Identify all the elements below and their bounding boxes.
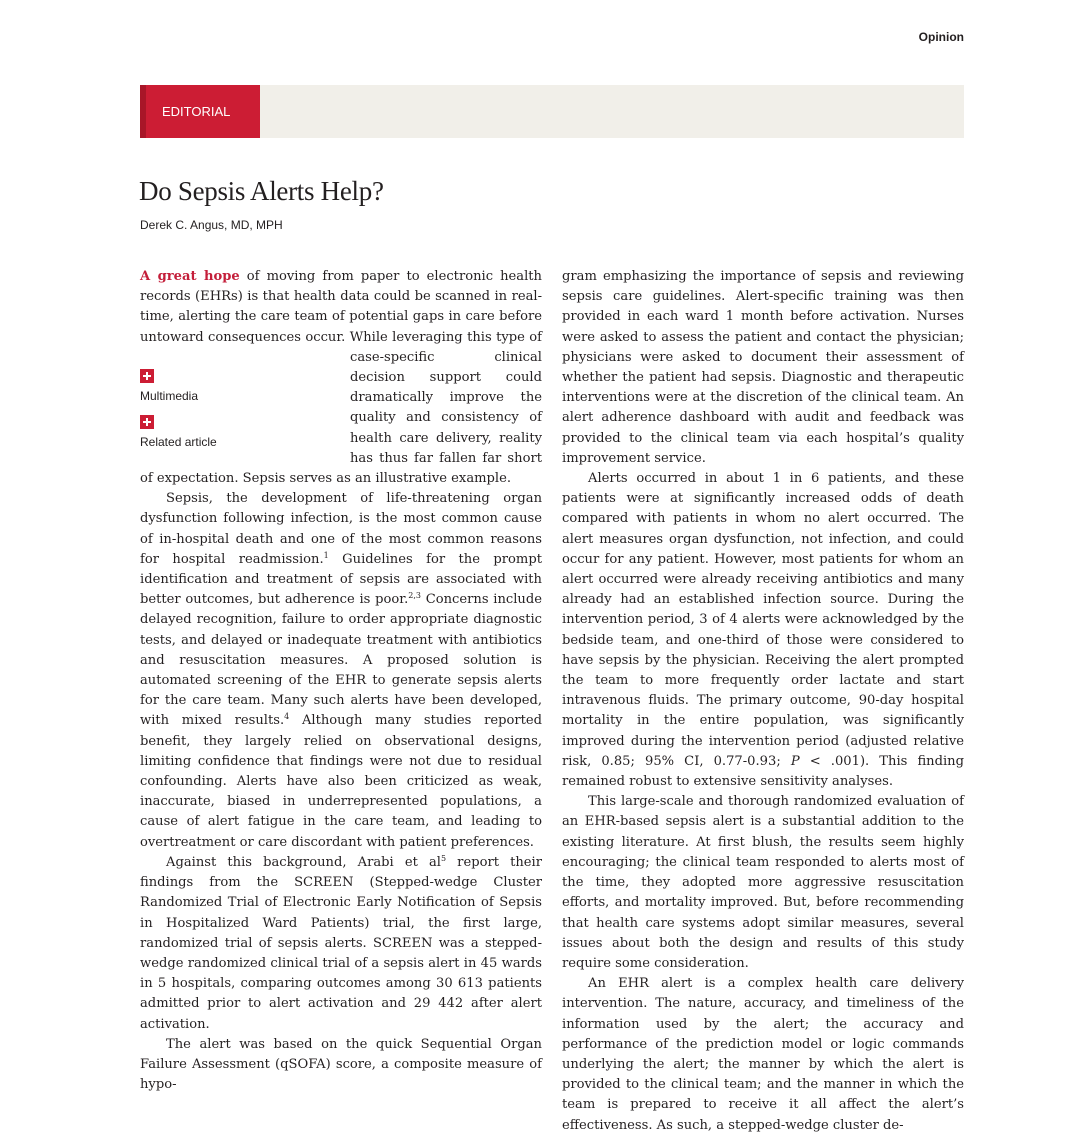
paragraph-5: Alerts occurred in about 1 in 6 patients, and these patients were at significantly increased odds of death compared with patients in whom no alert occurred. The alert measures organ dysfunction, not infection, and could occur for any patient. However, most patients for whom an alert occurred were already receiving antibiotics and many already had an established infection source. During the intervention period, 3 of 4 alerts were acknowledged by the bedside team, and one-third of those were considered to have sepsis by the physician. Receiving the alert prompted the team to more frequently order lactate and start intravenous fluids. The primary outcome, 90-day hospital mortality in the entire population, was significantly improved during the intervention period (adjusted relative risk, 0.85; 95% CI, 0.77-0.93; P < .001). This finding remained robust to extensive sensitivity analyses. [562, 471, 964, 790]
article-title: Do Sepsis Alerts Help? [139, 176, 384, 206]
plus-icon [140, 369, 154, 383]
p1-part-b: case-specific clinical decision support could dramatically improve the quality and consistency of health care delivery, reality has thus far fallen far short of expectation. Sepsis serves as an illustrative example. [140, 349, 542, 487]
related-article-link[interactable] [140, 415, 340, 449]
plus-icon [140, 415, 154, 429]
multimedia-link[interactable] [140, 369, 340, 403]
paragraph-2: Sepsis, the development of life-threatening organ dysfunction following infection, is the most common cause of in-hospital death and one of the most common reasons for hospital readmission.$^1$ Guidelines for the prompt identification and treatment of sepsis are associated with better outcomes, but adherence is poor.$^{2,3}$ Concerns include delayed recognition, failure to order appropriate diagnostic tests, and delayed or inadequate treatment with antibiotics and resuscitation measures. A proposed solution is automated screening of the EHR to generate sepsis alerts for the care team. Many such alerts have been developed, with mixed results.$^4$ Although many studies reported benefit, they largely relied on observational designs, limiting confidence that findings were not due to residual confounding. Alerts have also been criticized as weak, inaccurate, biased in underrepresented populations, a cause of alert fatigue in the care team, and leading to overtreatment or care discordant with patient preferences. [140, 491, 542, 850]
paragraph-4: The alert was based on the quick Sequential Organ Failure Assessment (qSOFA) score, a composite measure of hypo- [140, 1036, 542, 1093]
paragraph-1 [140, 267, 542, 489]
multimedia-label: Multimedia [140, 388, 199, 403]
header-band [140, 85, 964, 138]
lead-in: A great hope [140, 269, 240, 284]
related-article-label: Related article [140, 434, 217, 449]
p1-part-a: of moving from paper to electronic health records (EHRs) is that health data could be scanned in real-time, alerting the care team of potential gaps in care before untoward consequences occur. While leveraging this type of [140, 269, 542, 345]
paragraph-7: An EHR alert is a complex health care delivery intervention. The nature, accuracy, and timeliness of the information used by the alert; the accuracy and performance of the prediction model or logic commands underlying the alert; the manner by which the alert is provided to the clinical team; and the manner in which the team is prepared to receive it all affect the alert’s effectiveness. As such, a stepped-wedge cluster de- [562, 976, 964, 1133]
paragraph-4-continued: gram emphasizing the importance of sepsis and reviewing sepsis care guidelines. Alert-specific training was then provided in each ward 1 month before activation. Nurses were asked to assess the patient and contact the physician; physicians were asked to document their assessment of whether the patient had sepsis. Diagnostic and therapeutic interventions were at the discretion of the clinical team. An alert adherence dashboard with audit and feedback was provided to the clinical team via each hospital’s quality improvement service. [562, 269, 964, 466]
paragraph-6: This large-scale and thorough randomized evaluation of an EHR-based sepsis alert is a substantial addition to the existing literature. At first blush, the results seem highly encouraging; the clinical team responded to alerts most of the time, they adopted more aggressive resuscitation efforts, and mortality improved. But, before recommending that health care systems adopt similar measures, several issues about both the design and results of this study require some consideration. [562, 794, 964, 971]
section-label: Opinion [918, 30, 964, 44]
author-byline: Derek C. Angus, MD, MPH [140, 218, 283, 232]
paragraph-3: Against this background, Arabi et $al^5$ report their findings from the SCREEN (Stepped-wedge Cluster Randomized Trial of Electronic Early Notification of Sepsis in Hospitalized Ward Patients) trial, the first large, randomized trial of sepsis alerts. SCREEN was a stepped-wedge randomized clinical trial of a sepsis alert in 45 wards in 5 hospitals, comparing outcomes among 30 613 patients admitted prior to alert activation and 29 442 after alert activation. [140, 853, 542, 1032]
text-column-left [140, 267, 542, 1095]
text-column-right [562, 267, 964, 1136]
sidebar-links [140, 369, 340, 469]
editorial-tag: EDITORIAL [140, 85, 260, 138]
